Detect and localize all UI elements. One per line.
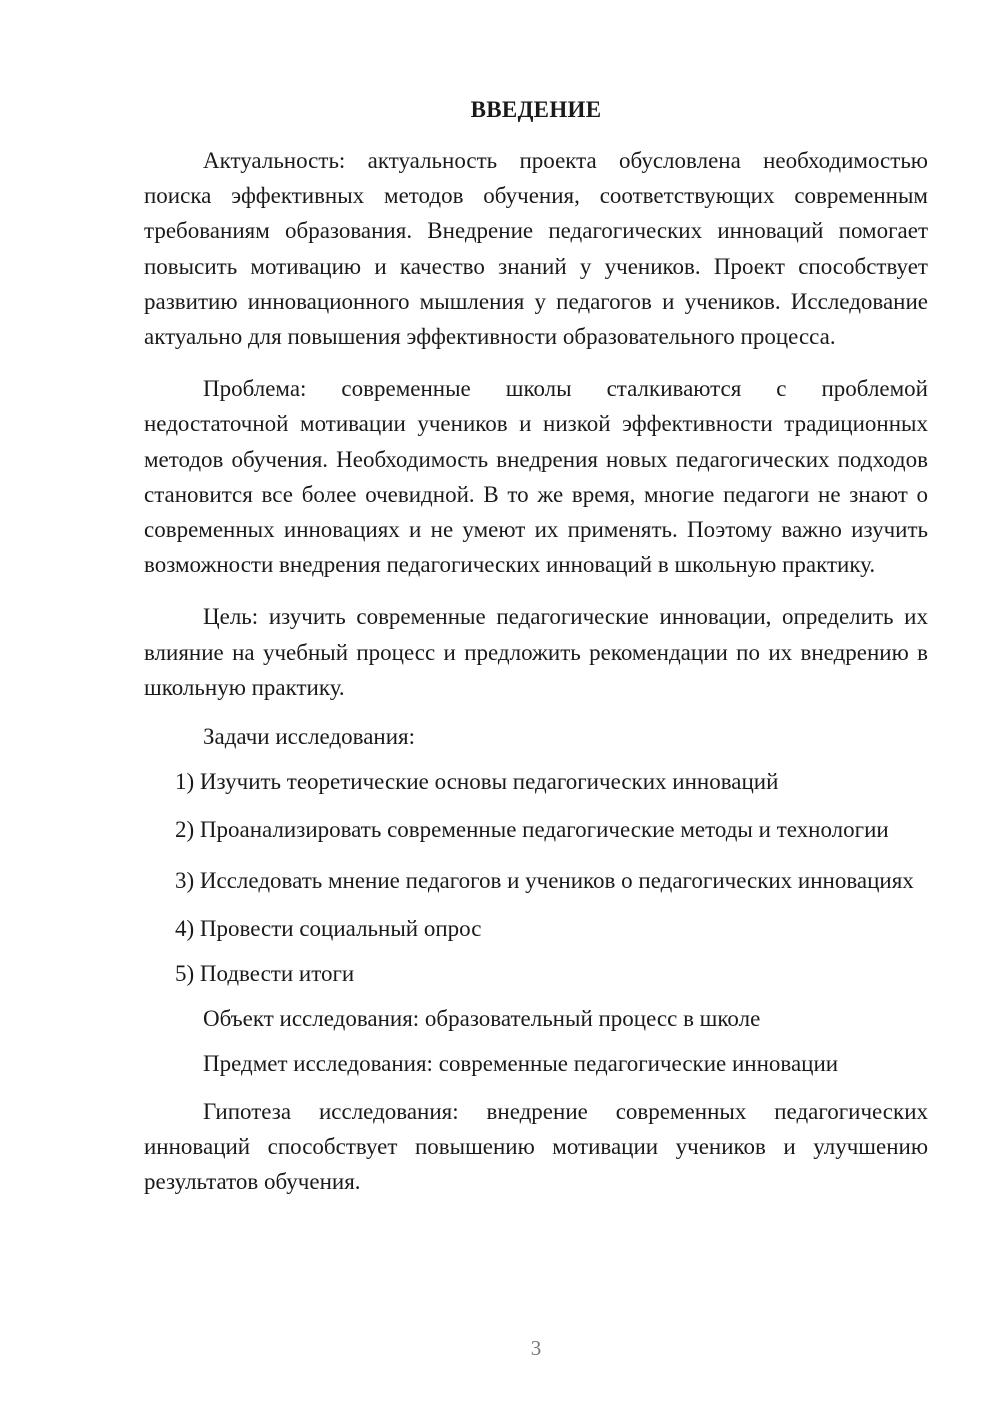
page-content	[144, 94, 928, 1217]
task-item-2: 2) Проанализировать современные педагогические методы и технологии	[175, 817, 889, 843]
subject-paragraph: Предмет исследования: современные педагогические инновации	[203, 1051, 839, 1077]
goal-paragraph: Цель: изучить современные педагогические инновации, определить их влияние на учебный процесс и предложить рекомендации по их внедрению в школьную практику.	[144, 604, 928, 700]
task-item-1: 1) Изучить теоретические основы педагогических инноваций	[175, 769, 779, 795]
page-title: ВВЕДЕНИЕ	[470, 97, 602, 122]
task-item-3: 3) Исследовать мнение педагогов и учеников о педагогических инновациях	[175, 868, 914, 894]
task-item-5: 5) Подвести итоги	[175, 961, 355, 987]
page-number: 3	[530, 1336, 542, 1360]
object-paragraph: Объект исследования: образовательный процесс в школе	[203, 1006, 761, 1032]
tasks-heading: Задачи исследования:	[203, 724, 416, 750]
relevance-paragraph: Актуальность: актуальность проекта обусловлена необходимостью поиска эффективных методов обучения, соответствующих современным требованиям образования. Внедрение педагогических инноваций помогает повысить мотивацию и качество знаний у учеников. Проект способствует развитию инновационного мышления у педагогов и учеников. Исследование актуально для повышения эффективности образовательного процесса.	[144, 148, 928, 350]
hypothesis-paragraph: Гипотеза исследования: внедрение современных педагогических инноваций способствует повышению мотивации учеников и улучшению результатов обучения.	[144, 1099, 928, 1195]
task-item-4: 4) Провести социальный опрос	[175, 916, 482, 942]
problem-paragraph: Проблема: современные школы сталкиваются с проблемой недостаточной мотивации учеников и низкой эффективности традиционных методов обучения. Необходимость внедрения новых педагогических подходов становится все более очевидной. В то же время, многие педагоги не знают о современных инновациях и не умеют их применять. Поэтому важно изучить возможности внедрения педагогических инноваций в школьную практику.	[144, 376, 928, 578]
